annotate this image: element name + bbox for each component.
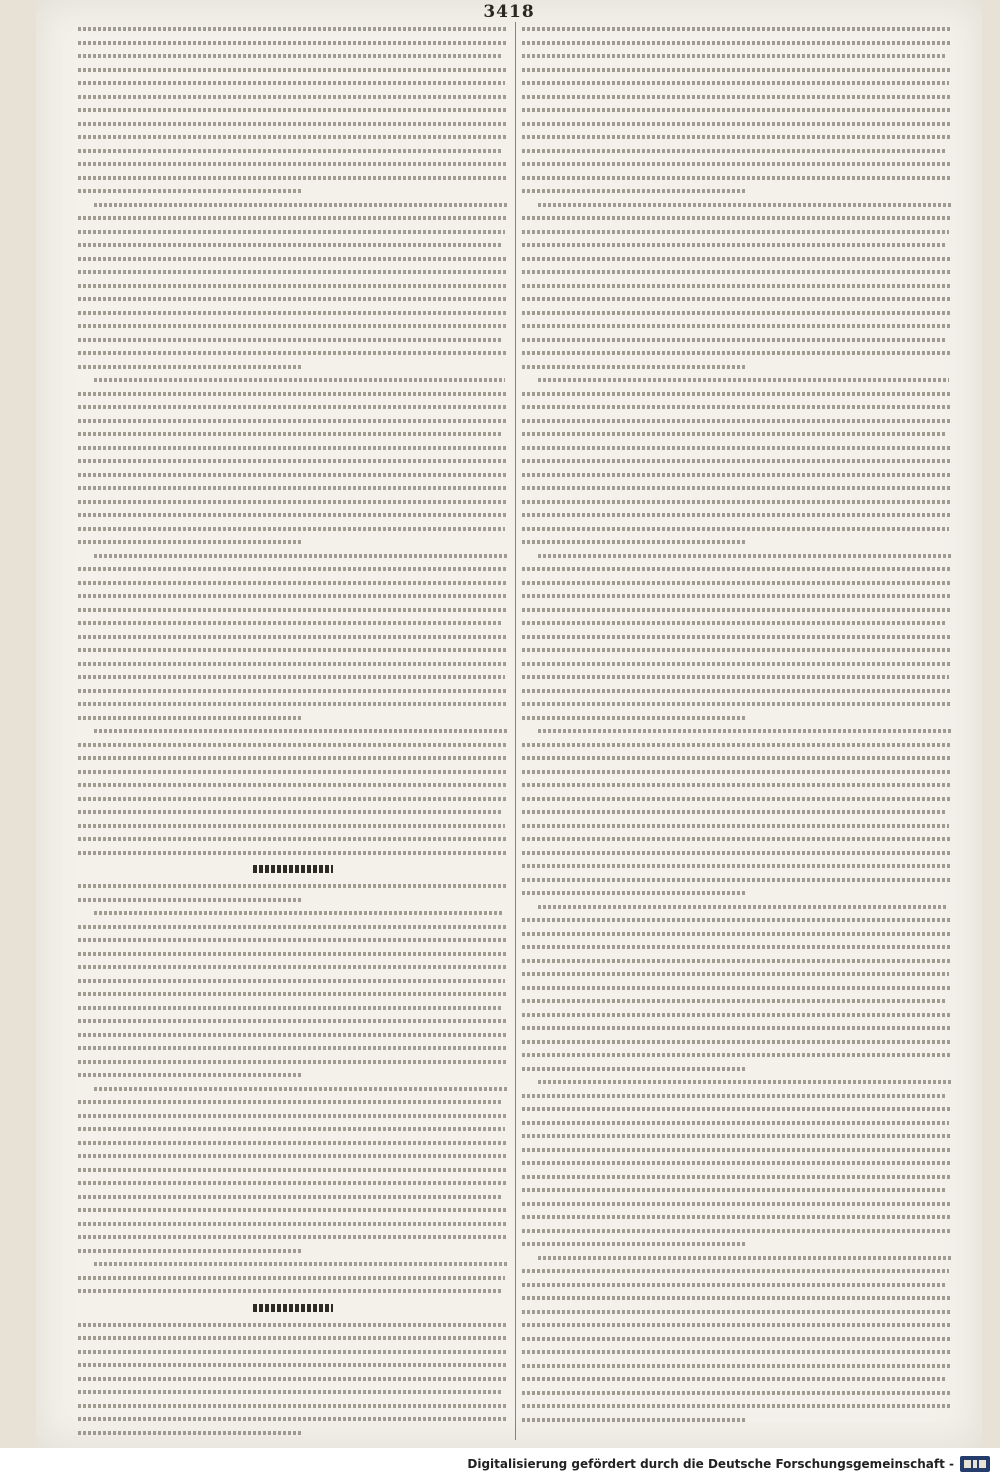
text-line [522, 927, 952, 941]
text-line [522, 292, 952, 306]
text-line [522, 670, 952, 684]
text-line [522, 535, 952, 549]
text-line [78, 360, 508, 374]
text-line [522, 117, 952, 131]
text-line [522, 1143, 952, 1157]
text-line [522, 954, 952, 968]
text-line [78, 1358, 508, 1372]
text-line [78, 22, 508, 36]
text-line [522, 643, 952, 657]
text-line [522, 819, 952, 833]
text-line [522, 616, 952, 630]
text-line [522, 63, 952, 77]
text-line [522, 1035, 952, 1049]
text-line [78, 933, 508, 947]
text-line [78, 441, 508, 455]
text-line [78, 1385, 508, 1399]
text-line [522, 36, 952, 50]
text-line [78, 76, 508, 90]
text-line [78, 157, 508, 171]
text-line [78, 1230, 508, 1244]
text-line [78, 1399, 508, 1413]
text-line [78, 819, 508, 833]
text-line [522, 1156, 952, 1170]
text-line [522, 1062, 952, 1076]
text-line [78, 1244, 508, 1258]
text-line [522, 805, 952, 819]
text-line [522, 778, 952, 792]
text-line [78, 414, 508, 428]
dfg-logo-icon [960, 1456, 990, 1472]
text-line [78, 657, 508, 671]
text-line [78, 1068, 508, 1082]
text-line [522, 360, 952, 374]
text-line [522, 900, 952, 914]
text-line [522, 1413, 952, 1427]
text-line [522, 1210, 952, 1224]
text-line [78, 1014, 508, 1028]
text-line [522, 1048, 952, 1062]
text-line [78, 522, 508, 536]
text-line [522, 522, 952, 536]
text-line [78, 1041, 508, 1055]
text-line [522, 76, 952, 90]
text-line [78, 947, 508, 961]
text-line [78, 1028, 508, 1042]
text-line [522, 481, 952, 495]
text-line [78, 400, 508, 414]
text-line [522, 886, 952, 900]
text-line [78, 481, 508, 495]
text-line [522, 1224, 952, 1238]
text-line [522, 1264, 952, 1278]
text-line [522, 1197, 952, 1211]
text-line [78, 144, 508, 158]
text-line [78, 495, 508, 509]
text-line [522, 1021, 952, 1035]
text-line [522, 846, 952, 860]
text-line [522, 873, 952, 887]
text-line [522, 184, 952, 198]
text-line [78, 805, 508, 819]
text-line [78, 778, 508, 792]
text-line [78, 508, 508, 522]
newspaper-page [36, 0, 982, 1448]
text-line [522, 832, 952, 846]
text-line [522, 1399, 952, 1413]
section-heading [78, 1298, 508, 1318]
text-line [522, 225, 952, 239]
text-line [522, 468, 952, 482]
text-line [78, 117, 508, 131]
text-line [522, 441, 952, 455]
text-line [78, 987, 508, 1001]
text-line [522, 1372, 952, 1386]
text-line [522, 684, 952, 698]
text-line [522, 711, 952, 725]
text-line [78, 1082, 508, 1096]
text-line [522, 454, 952, 468]
text-line [78, 1318, 508, 1332]
footer-bar [0, 1448, 1000, 1479]
text-line [78, 130, 508, 144]
text-line [522, 319, 952, 333]
text-line [522, 198, 952, 212]
text-line [522, 90, 952, 104]
text-line [78, 616, 508, 630]
text-line [522, 157, 952, 171]
text-line [522, 792, 952, 806]
text-line [78, 792, 508, 806]
text-line [78, 252, 508, 266]
text-line [522, 346, 952, 360]
text-line [522, 562, 952, 576]
text-line [78, 1055, 508, 1069]
text-line [78, 211, 508, 225]
text-line [78, 1257, 508, 1271]
text-line [78, 90, 508, 104]
text-line [78, 738, 508, 752]
text-line [522, 1386, 952, 1400]
text-line [522, 1089, 952, 1103]
text-line [522, 589, 952, 603]
text-line [78, 1331, 508, 1345]
text-line [78, 630, 508, 644]
text-line [78, 549, 508, 563]
text-line [522, 994, 952, 1008]
text-line [78, 974, 508, 988]
text-line [78, 535, 508, 549]
column-separator [515, 22, 516, 1440]
text-line [78, 920, 508, 934]
text-line [78, 670, 508, 684]
right-column [522, 22, 952, 1426]
section-heading [78, 859, 508, 879]
text-line [78, 468, 508, 482]
text-line [78, 1149, 508, 1163]
text-line [522, 279, 952, 293]
text-line [78, 238, 508, 252]
text-line [522, 1102, 952, 1116]
text-line [522, 508, 952, 522]
text-line [78, 184, 508, 198]
text-line [78, 1163, 508, 1177]
text-line [522, 265, 952, 279]
text-line [78, 346, 508, 360]
text-line [78, 333, 508, 347]
text-line [522, 940, 952, 954]
text-line [78, 225, 508, 239]
text-line [522, 751, 952, 765]
text-line [78, 171, 508, 185]
text-line [522, 1318, 952, 1332]
text-line [522, 1305, 952, 1319]
text-line [522, 1237, 952, 1251]
text-line [78, 603, 508, 617]
text-line [522, 333, 952, 347]
text-line [78, 893, 508, 907]
text-line [78, 1217, 508, 1231]
page-number: 3418 [483, 2, 535, 22]
text-line [78, 846, 508, 860]
text-line [522, 1359, 952, 1373]
text-line [522, 913, 952, 927]
text-line [78, 427, 508, 441]
text-line [522, 981, 952, 995]
text-line [78, 1122, 508, 1136]
text-line [78, 1271, 508, 1285]
text-line [78, 319, 508, 333]
text-line [78, 1426, 508, 1440]
text-line [522, 859, 952, 873]
text-line [522, 400, 952, 414]
text-line [522, 765, 952, 779]
text-line [78, 279, 508, 293]
text-line [78, 589, 508, 603]
text-line [522, 1129, 952, 1143]
text-line [78, 906, 508, 920]
text-line [522, 1291, 952, 1305]
text-line [522, 724, 952, 738]
text-line [522, 697, 952, 711]
text-line [78, 63, 508, 77]
text-line [522, 22, 952, 36]
left-column [78, 22, 508, 1439]
text-line [522, 1008, 952, 1022]
text-line [522, 495, 952, 509]
text-line [522, 144, 952, 158]
text-line [522, 657, 952, 671]
text-line [78, 711, 508, 725]
text-line [522, 1332, 952, 1346]
text-line [78, 1136, 508, 1150]
text-line [78, 306, 508, 320]
text-line [522, 738, 952, 752]
text-line [522, 967, 952, 981]
text-line [78, 373, 508, 387]
text-line [78, 1176, 508, 1190]
text-line [78, 879, 508, 893]
text-line [522, 1170, 952, 1184]
text-line [78, 1109, 508, 1123]
text-line [78, 103, 508, 117]
text-line [522, 49, 952, 63]
text-line [78, 765, 508, 779]
text-line [522, 414, 952, 428]
text-line [78, 1203, 508, 1217]
text-line [78, 1284, 508, 1298]
text-line [78, 36, 508, 50]
text-line [78, 265, 508, 279]
text-line [78, 576, 508, 590]
text-line [78, 454, 508, 468]
text-line [78, 1345, 508, 1359]
text-line [522, 1075, 952, 1089]
text-line [78, 724, 508, 738]
text-line [522, 630, 952, 644]
text-line [522, 603, 952, 617]
text-line [78, 292, 508, 306]
text-line [78, 1190, 508, 1204]
text-line [522, 238, 952, 252]
text-line [78, 198, 508, 212]
footer-text: Digitalisierung gefördert durch die Deutsche Forschungsgemeinschaft - [467, 1456, 954, 1471]
text-line [78, 1095, 508, 1109]
text-line [522, 1278, 952, 1292]
text-line [522, 306, 952, 320]
text-line [78, 562, 508, 576]
text-line [78, 1412, 508, 1426]
text-line [78, 49, 508, 63]
text-line [522, 576, 952, 590]
text-line [522, 171, 952, 185]
text-line [522, 211, 952, 225]
text-line [522, 130, 952, 144]
text-line [78, 684, 508, 698]
text-line [522, 1183, 952, 1197]
text-line [522, 387, 952, 401]
text-line [522, 427, 952, 441]
text-line [78, 697, 508, 711]
text-line [522, 103, 952, 117]
text-line [78, 832, 508, 846]
text-line [522, 549, 952, 563]
text-line [78, 643, 508, 657]
text-line [522, 252, 952, 266]
text-line [78, 1001, 508, 1015]
text-line [522, 1251, 952, 1265]
text-line [522, 1345, 952, 1359]
text-line [78, 751, 508, 765]
text-line [78, 1372, 508, 1386]
text-line [522, 1116, 952, 1130]
text-line [522, 373, 952, 387]
text-line [78, 387, 508, 401]
text-line [78, 960, 508, 974]
